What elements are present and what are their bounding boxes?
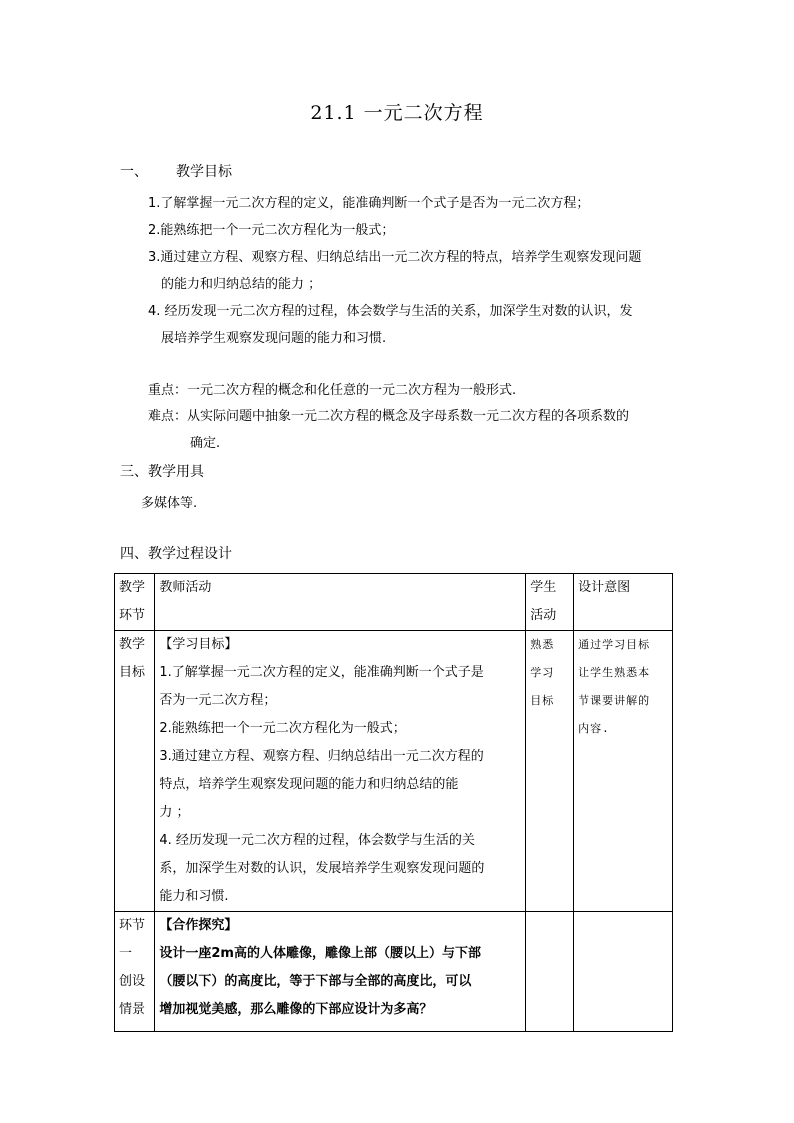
row1-student-activity: 熟悉 学习 目标 bbox=[526, 631, 574, 912]
row2-stage: 环节 一 创设 情景 bbox=[115, 912, 155, 1032]
table-row bbox=[115, 631, 673, 912]
section1-heading: 教学目标 bbox=[176, 164, 232, 180]
objective-item-2: 2.能熟练把一个一元二次方程化为一般式； bbox=[148, 223, 395, 238]
lesson-design-table bbox=[114, 573, 673, 1032]
header-stage: 教学 环节 bbox=[115, 574, 155, 631]
section1-number: 一、 bbox=[120, 164, 148, 180]
row1-design-intent: 通过学习目标 让学生熟悉本 节课要讲解的 内容. bbox=[574, 631, 673, 912]
row2-teacher-activity: 【合作探究】 设计一座2m高的人体雕像，雕像上部（腰以上）与下部 （腰以下）的高度比，等于下部与全部的高度比，可以 增加视觉美感，那么雕像的下部应设计为多高？ bbox=[155, 912, 526, 1032]
section4-heading: 四、教学过程设计 bbox=[120, 546, 232, 562]
row2-design-intent bbox=[574, 912, 673, 1032]
row1-stage: 教学 目标 bbox=[115, 631, 155, 912]
header-design-intent: 设计意图 bbox=[574, 574, 673, 631]
objective-item-1: 1.了解掌握一元二次方程的定义，能准确判断一个式子是否为一元二次方程； bbox=[148, 196, 590, 211]
objective-item-3: 3.通过建立方程、观察方程、归纳总结出一元二次方程的特点，培养学生观察发现问题 bbox=[148, 250, 642, 265]
row1-teacher-activity: 【学习目标】 1.了解掌握一元二次方程的定义，能准确判断一个式子是 否为一元二次方程； 2.能熟练把一个一元二次方程化为一般式； 3.通过建立方程、观察方程、归纳总结出一元二次方程的 特点，培养学生观察发现问题的能力和归纳总结的能 力 ； 4. 经历发现一元二次方程的过程，体会数学与生活的关 系，加深学生对数的认识，发展培养学生观察发现问题的 能力和习惯. bbox=[155, 631, 526, 912]
page-title: 21.1 一元二次方程 bbox=[310, 102, 484, 124]
objective-item-4-cont: 展培养学生观察发现问题的能力和习惯. bbox=[161, 331, 387, 346]
difficulty-points: 难点：从实际问题中抽象一元二次方程的概念及字母系数一元二次方程的各项系数的 bbox=[148, 409, 630, 424]
objective-item-3-cont: 的能力和归纳总结的能力 ； bbox=[161, 277, 322, 292]
header-teacher-activity: 教师活动 bbox=[155, 574, 526, 631]
header-student-activity: 学生 活动 bbox=[526, 574, 574, 631]
key-points: 重点：一元二次方程的概念和化任意的一元二次方程为一般形式. bbox=[148, 383, 517, 398]
section3-heading: 三、教学用具 bbox=[120, 464, 204, 480]
teaching-tools: 多媒体等. bbox=[141, 496, 198, 511]
table-header-row bbox=[115, 574, 673, 631]
row2-student-activity bbox=[526, 912, 574, 1032]
difficulty-points-cont: 确定. bbox=[190, 436, 221, 451]
objective-item-4: 4. 经历发现一元二次方程的过程，体会数学与生活的关系，加深学生对数的认识，发 bbox=[148, 304, 633, 319]
table-row bbox=[115, 912, 673, 1032]
